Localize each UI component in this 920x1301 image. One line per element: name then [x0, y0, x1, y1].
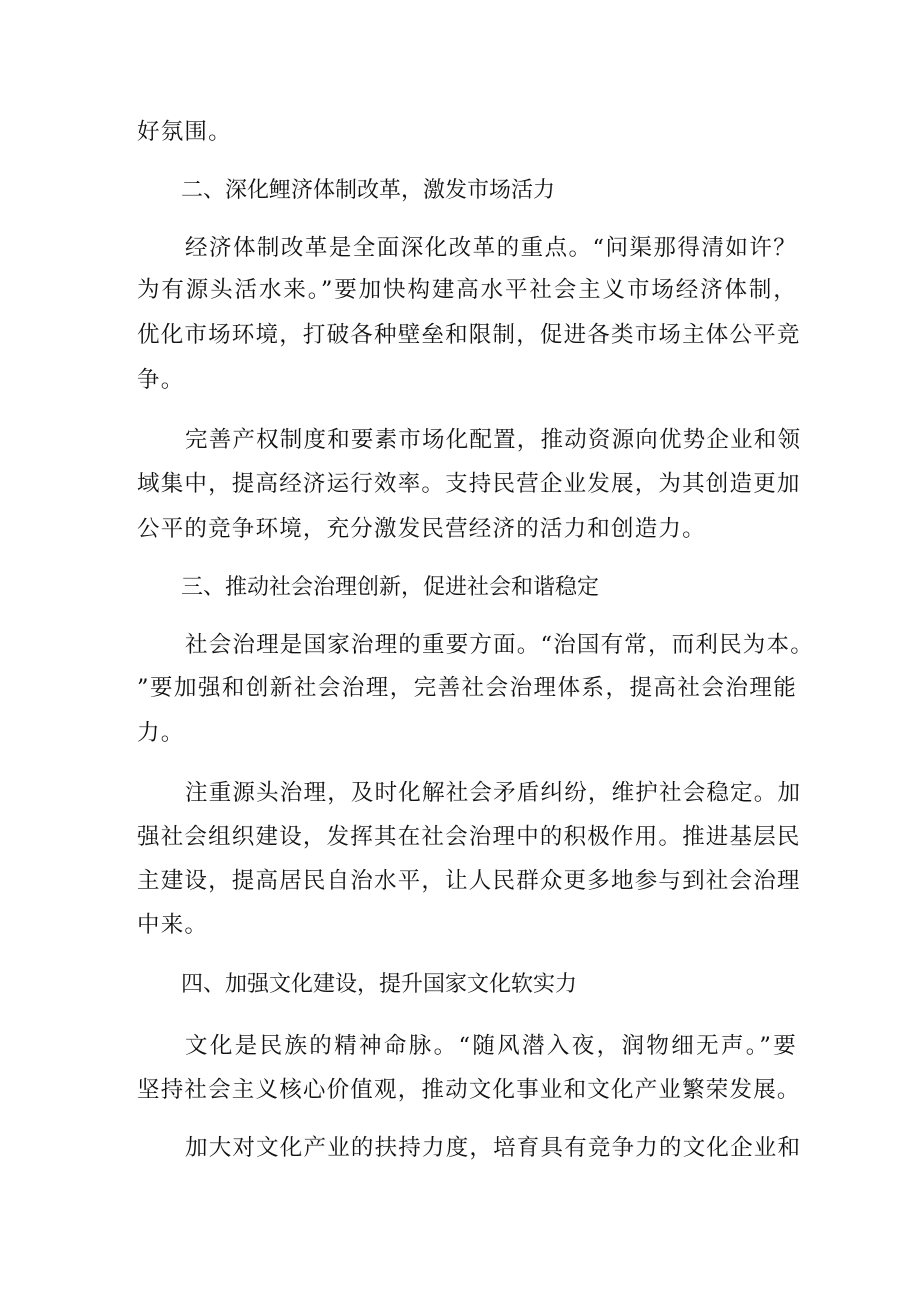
section-heading-2: 二、深化鲤济体制改革，激发市场活力	[181, 178, 556, 203]
paragraph-line: 加大对文化产业的扶持力度，培育具有竞争力的文化企业和	[185, 1135, 802, 1161]
paragraph-line: ”要加强和创新社会治理，完善社会治理体系，提高社会治理能	[137, 675, 797, 701]
paragraph-line: 文化是民族的精神命脉。“随风潜入夜，润物细无声。”要	[185, 1033, 797, 1059]
paragraph-line: 完善产权制度和要素市场化配置，推动资源向优势企业和领	[185, 427, 802, 453]
paragraph-line: 注重源头治理，及时化解社会矛盾纠纷，维护社会稳定。加	[185, 780, 802, 806]
paragraph-line: 为有源头活水来。”要加快构建高水平社会主义市场经济体制，	[137, 277, 797, 303]
paragraph-line: 经济体制改革是全面深化改革的重点。“问渠那得清如许？	[185, 235, 797, 261]
paragraph-line: 强社会组织建设，发挥其在社会治理中的积极作用。推进基层民	[137, 824, 801, 850]
section-heading-4: 四、加强文化建设，提升国家文化软实力	[181, 972, 578, 997]
paragraph-line: 公平的竞争环境，充分激发民营经济的活力和创造力。	[137, 516, 706, 542]
paragraph-line: 争。	[137, 367, 185, 393]
paragraph-line: 社会治理是国家治理的重要方面。“治国有常，而利民为本。	[185, 632, 814, 658]
section-heading-3: 三、推动社会治理创新，促进社会和谐稳定	[181, 575, 600, 600]
paragraph-line: 域集中，提高经济运行效率。支持民营企业发展，为其创造更加	[137, 471, 801, 497]
paragraph-line: 坚持社会主义核心价值观，推动文化事业和文化产业繁荣发展。	[137, 1077, 801, 1103]
paragraph-line: 主建设，提高居民自治水平，让人民群众更多地参与到社会治理	[137, 868, 801, 894]
paragraph-line: 力。	[137, 720, 185, 746]
paragraph-line: 优化市场环境，打破各种壁垒和限制，促进各类市场主体公平竞	[137, 322, 801, 348]
paragraph-line: 中来。	[137, 912, 209, 938]
paragraph-line: 好氛围。	[137, 119, 232, 145]
